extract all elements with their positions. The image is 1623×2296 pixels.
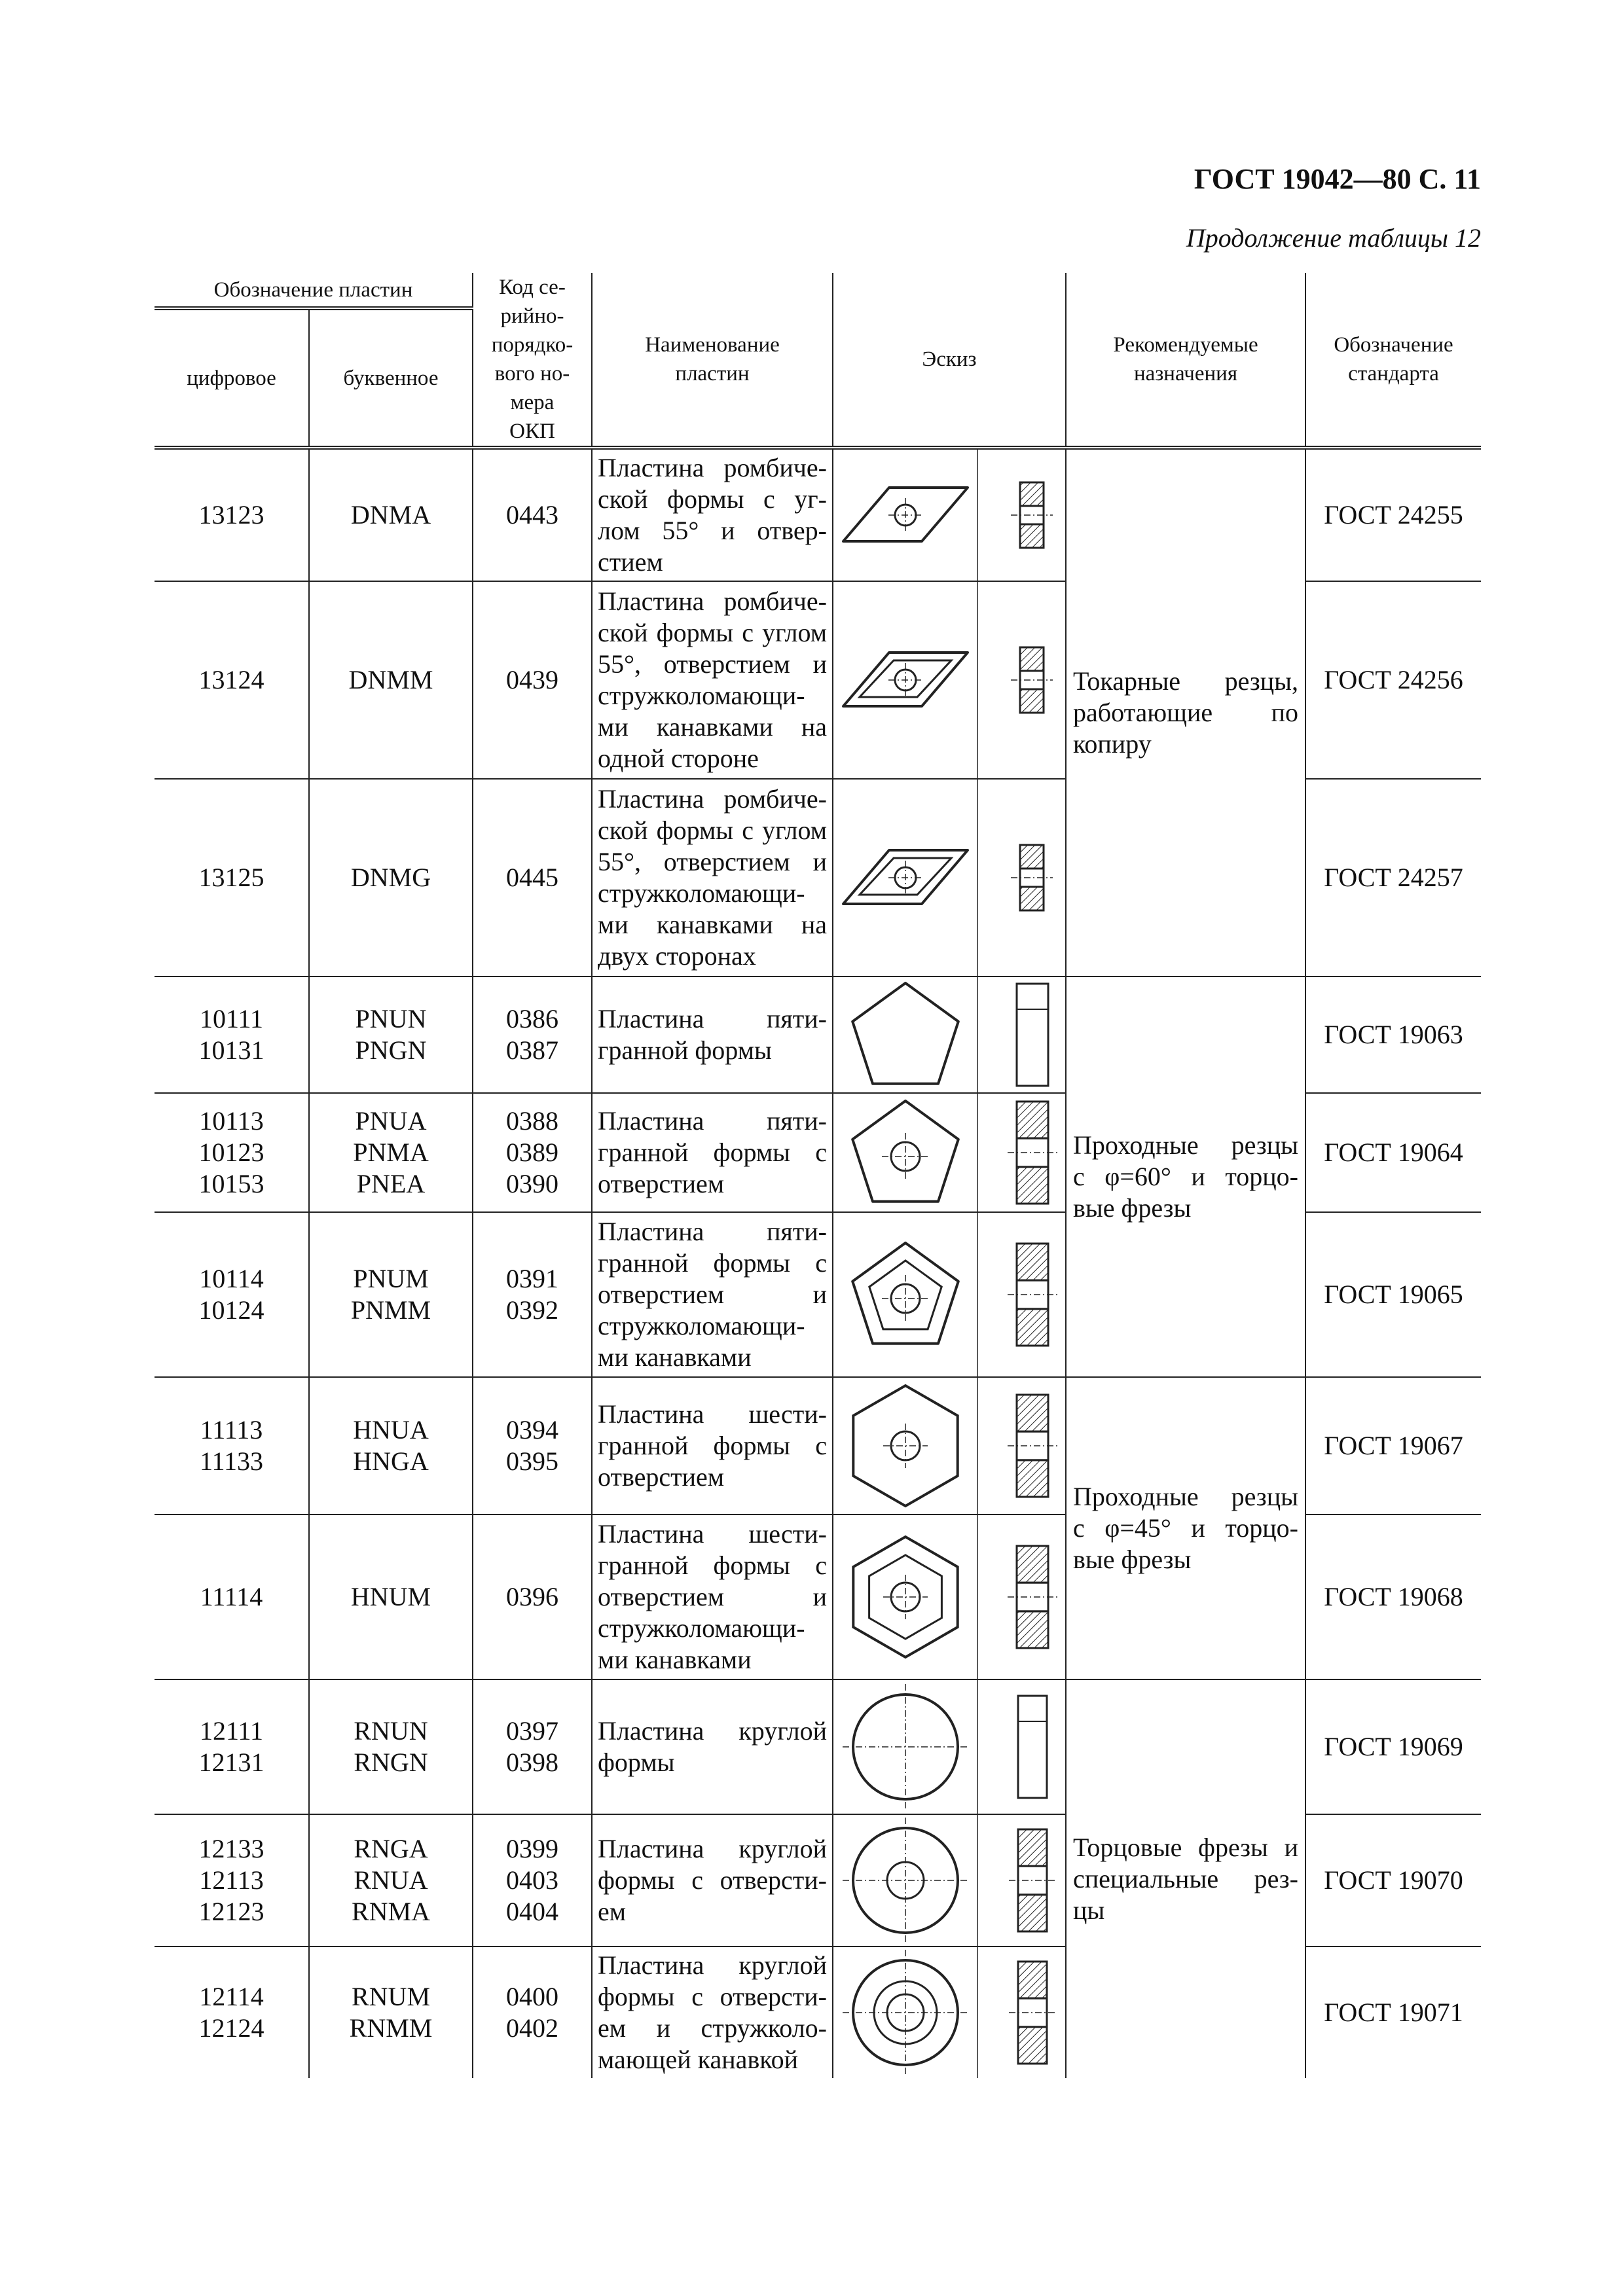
okp-code-cell: 0394 0395 <box>473 1377 592 1515</box>
numeric-code-cell: 11113 11133 <box>155 1377 309 1515</box>
sketch-cell <box>833 779 1066 977</box>
letter-code-cell: DNMA <box>309 448 473 581</box>
header-sketch: Эскиз <box>833 273 1066 448</box>
numeric-code-cell: 11114 <box>155 1515 309 1679</box>
okp-code-cell: 0397 0398 <box>473 1679 592 1814</box>
okp-code-cell: 0443 <box>473 448 592 581</box>
table-row <box>155 1679 1481 1814</box>
standard-cell: ГОСТ 19071 <box>1305 1946 1481 2078</box>
sketch-cell <box>833 1679 1066 1814</box>
header-purpose: Рекомендуемые назначения <box>1066 273 1305 448</box>
okp-code-cell: 0391 0392 <box>473 1212 592 1377</box>
okp-code-cell: 0386 0387 <box>473 977 592 1093</box>
sketch-cell <box>833 1515 1066 1679</box>
sketch-cell <box>833 1377 1066 1515</box>
numeric-code-cell: 13125 <box>155 779 309 977</box>
header-okp-code: Код се- рийно- порядко- вого но- мера ОКП <box>473 273 592 448</box>
round-insert-with-hole-icon <box>833 1815 1066 1946</box>
standard-cell: ГОСТ 24257 <box>1305 779 1481 977</box>
okp-code-cell: 0439 <box>473 581 592 779</box>
insert-name-cell: Пластина шести- гранной формы с отверстием и стружколомающи- ми канавками <box>592 1515 833 1679</box>
insert-name-cell: Пластина пяти- гранной формы <box>592 977 833 1093</box>
numeric-code-cell: 12133 12113 12123 <box>155 1814 309 1946</box>
standard-cell: ГОСТ 19065 <box>1305 1212 1481 1377</box>
side-section <box>1009 1829 1056 1931</box>
insert-name-cell: Пластина ромбиче- ской формы с углом 55°, отверстием и стружколомающи- ми канавками на двух сторонах <box>592 779 833 977</box>
okp-code-cell: 0445 <box>473 779 592 977</box>
numeric-code-cell: 12114 12124 <box>155 1946 309 2078</box>
standard-cell: ГОСТ 24255 <box>1305 448 1481 581</box>
table-row <box>155 448 1481 581</box>
purpose-cell: Проходные резцы с φ=60° и торцо- вые фрезы <box>1066 977 1305 1377</box>
hexagon-insert-with-hole-icon <box>833 1378 1066 1514</box>
header-designation-group: Обозначение пластин <box>155 273 473 308</box>
purpose-cell: Проходные резцы с φ=45° и торцо- вые фрезы <box>1066 1377 1305 1679</box>
okp-code-cell: 0400 0402 <box>473 1946 592 2078</box>
insert-name-cell: Пластина круглой формы <box>592 1679 833 1814</box>
table-continuation-label: Продолжение таблицы 12 <box>1186 223 1481 253</box>
numeric-code-cell: 10111 10131 <box>155 977 309 1093</box>
sketch-cell <box>833 581 1066 779</box>
okp-code-cell: 0399 0403 0404 <box>473 1814 592 1946</box>
hexagon-insert-chipbreaker-icon <box>833 1515 1066 1679</box>
sketch-cell <box>833 1946 1066 2078</box>
numeric-code-cell: 10114 10124 <box>155 1212 309 1377</box>
rhombus-insert-chipbreaker-one-side-icon <box>833 582 1066 778</box>
standard-cell: ГОСТ 19064 <box>1305 1093 1481 1212</box>
table-row <box>155 1377 1481 1515</box>
letter-code-cell: RNGA RNUA RNMA <box>309 1814 473 1946</box>
numeric-code-cell: 13124 <box>155 581 309 779</box>
round-insert-icon <box>833 1680 1066 1814</box>
header-standard: Обозначение стандарта <box>1305 273 1481 448</box>
sketch-cell <box>833 448 1066 581</box>
standard-cell: ГОСТ 19063 <box>1305 977 1481 1093</box>
standard-cell: ГОСТ 19068 <box>1305 1515 1481 1679</box>
side-section <box>1017 984 1048 1086</box>
standard-cell: ГОСТ 24256 <box>1305 581 1481 779</box>
pentagon-insert-chipbreaker-icon <box>833 1213 1066 1376</box>
rhombus-insert-with-hole-icon <box>833 450 1066 581</box>
side-section <box>1018 1696 1047 1798</box>
numeric-code-cell: 12111 12131 <box>155 1679 309 1814</box>
purpose-cell: Токарные резцы, работающие по копиру <box>1066 448 1305 977</box>
round-insert-chipbreaker-icon <box>833 1947 1066 2078</box>
page-header: ГОСТ 19042—80 С. 11 <box>1194 163 1481 195</box>
sketch-cell <box>833 1814 1066 1946</box>
insert-specification-table <box>155 273 1481 2078</box>
header-letter: буквенное <box>309 308 473 448</box>
letter-code-cell: PNUA PNMA PNEA <box>309 1093 473 1212</box>
letter-code-cell: DNMG <box>309 779 473 977</box>
numeric-code-cell: 10113 10123 10153 <box>155 1093 309 1212</box>
insert-name-cell: Пластина шести- гранной формы с отверстием <box>592 1377 833 1515</box>
pentagon-insert-with-hole-icon <box>833 1094 1066 1211</box>
standard-cell: ГОСТ 19070 <box>1305 1814 1481 1946</box>
insert-name-cell: Пластина ромбиче- ской формы с углом 55°, отверстием и стружколомающи- ми канавками на одной стороне <box>592 581 833 779</box>
side-section <box>1008 1546 1057 1648</box>
rhombus-insert-chipbreaker-two-sides-icon <box>833 780 1066 976</box>
header-numeric: цифровое <box>155 308 309 448</box>
okp-code-cell: 0396 <box>473 1515 592 1679</box>
letter-code-cell: HNUM <box>309 1515 473 1679</box>
sketch-cell <box>833 977 1066 1093</box>
letter-code-cell: DNMM <box>309 581 473 779</box>
letter-code-cell: RNUM RNMM <box>309 1946 473 2078</box>
standard-cell: ГОСТ 19067 <box>1305 1377 1481 1515</box>
letter-code-cell: HNUA HNGA <box>309 1377 473 1515</box>
letter-code-cell: PNUM PNMM <box>309 1212 473 1377</box>
header-name: Наименование пластин <box>592 273 833 448</box>
okp-code-cell: 0388 0389 0390 <box>473 1093 592 1212</box>
side-section <box>1011 647 1053 713</box>
letter-code-cell: PNUN PNGN <box>309 977 473 1093</box>
side-section <box>1008 1244 1057 1346</box>
letter-code-cell: RNUN RNGN <box>309 1679 473 1814</box>
standard-cell: ГОСТ 19069 <box>1305 1679 1481 1814</box>
purpose-cell: Торцовые фрезы и специальные рез- цы <box>1066 1679 1305 2078</box>
side-section <box>1011 845 1053 910</box>
pentagon-insert-icon <box>833 977 1066 1092</box>
side-section <box>1011 482 1053 548</box>
side-section <box>1008 1395 1057 1497</box>
sketch-cell <box>833 1212 1066 1377</box>
insert-name-cell: Пластина круглой формы с отверсти- ем и стружколо- мающей канавкой <box>592 1946 833 2078</box>
side-section <box>1008 1102 1057 1204</box>
insert-name-cell: Пластина пяти- гранной формы с отверстием <box>592 1093 833 1212</box>
side-section <box>1009 1962 1056 2064</box>
sketch-cell <box>833 1093 1066 1212</box>
insert-name-cell: Пластина пяти- гранной формы с отверстием и стружколомающи- ми канавками <box>592 1212 833 1377</box>
insert-name-cell: Пластина ромбиче- ской формы с уг- лом 55° и отвер- стием <box>592 448 833 581</box>
numeric-code-cell: 13123 <box>155 448 309 581</box>
table-row <box>155 977 1481 1093</box>
insert-name-cell: Пластина круглой формы с отверсти- ем <box>592 1814 833 1946</box>
